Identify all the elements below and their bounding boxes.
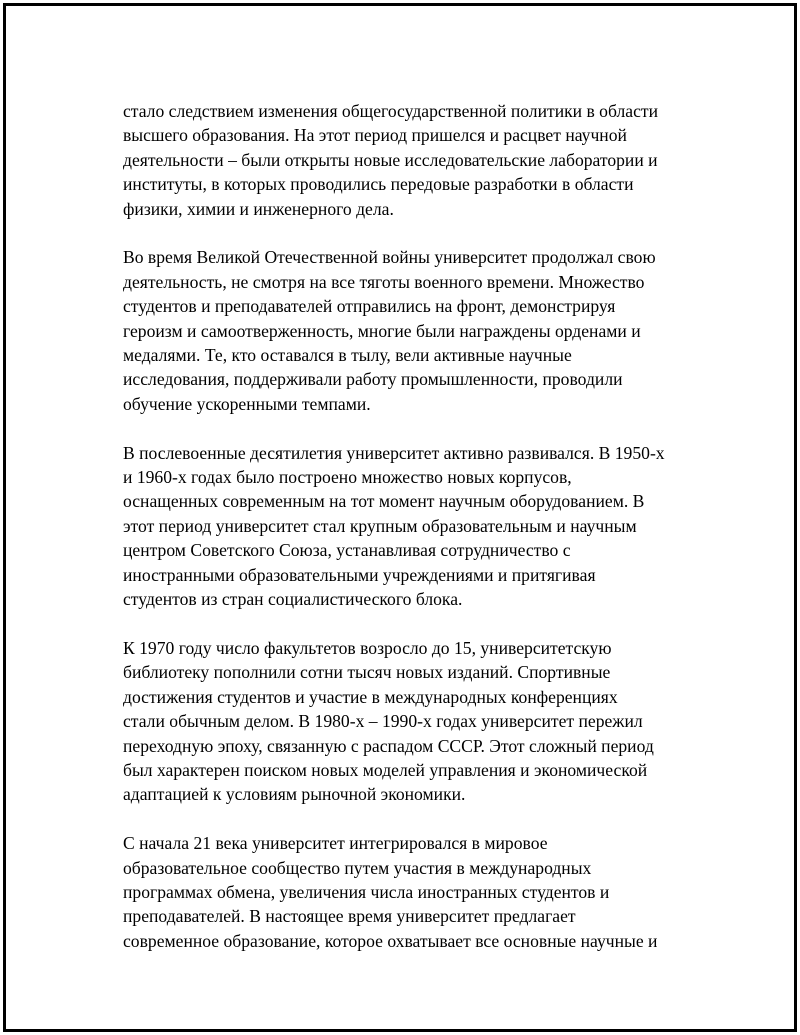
- text-line: современное образование, которое охватывает все основные научные и: [123, 930, 658, 951]
- text-line: образовательное сообщество путем участия в международных: [123, 857, 592, 878]
- paragraph-4: [123, 636, 703, 807]
- text-line: медалями. Те, кто оставался в тылу, вели активные научные: [123, 345, 572, 366]
- paragraph-2: [123, 245, 703, 416]
- paragraph-5: [123, 831, 703, 953]
- text-line: и 1960-х годах было построено множество новых корпусов,: [123, 467, 572, 488]
- text-line: студентов и преподавателей отправились на фронт, демонстрируя: [123, 296, 616, 317]
- text-line: достижения студентов и участие в международных конференциях: [123, 686, 618, 707]
- paragraph-1: [123, 99, 703, 221]
- text-line: студентов из стран социалистического блока.: [123, 589, 463, 610]
- text-line: деятельности – были открыты новые исследовательские лаборатории и: [123, 149, 658, 170]
- text-line: физики, химии и инженерного дела.: [123, 198, 394, 219]
- text-line: адаптацией к условиям рыночной экономики.: [123, 784, 466, 805]
- text-line: высшего образования. На этот период пришелся и расцвет научной: [123, 125, 627, 146]
- text-line: преподавателей. В настоящее время университет предлагает: [123, 906, 576, 927]
- text-line: институты, в которых проводились передовые разработки в области: [123, 174, 634, 195]
- page-border: [3, 3, 797, 1032]
- text-line: был характерен поиском новых моделей управления и экономической: [123, 759, 648, 780]
- document-body: [123, 99, 703, 978]
- text-line: Во время Великой Отечественной войны университет продолжал свою: [123, 247, 656, 268]
- text-line: этот период университет стал крупным образовательным и научным: [123, 515, 637, 536]
- text-line: В послевоенные десятилетия университет активно развивался. В 1950-х: [123, 442, 665, 463]
- text-line: оснащенных современным на тот момент научным оборудованием. В: [123, 491, 645, 512]
- text-line: стали обычным делом. В 1980-х – 1990-х годах университет пережил: [123, 711, 643, 732]
- text-line: центром Советского Союза, устанавливая сотрудничество с: [123, 540, 571, 561]
- text-line: переходную эпоху, связанную с распадом СССР. Этот сложный период: [123, 735, 654, 756]
- text-line: обучение ускоренными темпами.: [123, 393, 371, 414]
- text-line: исследования, поддерживали работу промышленности, проводили: [123, 369, 623, 390]
- text-line: деятельность, не смотря на все тяготы военного времени. Множество: [123, 271, 645, 292]
- text-line: С начала 21 века университет интегрировался в мировое: [123, 833, 548, 854]
- text-line: программах обмена, увеличения числа иностранных студентов и: [123, 881, 610, 902]
- text-line: стало следствием изменения общегосударственной политики в области: [123, 101, 658, 121]
- paragraph-3: [123, 441, 703, 612]
- text-line: героизм и самоотверженность, многие были награждены орденами и: [123, 320, 641, 341]
- text-line: иностранными образовательными учреждениями и притягивая: [123, 564, 596, 585]
- text-line: библиотеку пополнили сотни тысяч новых изданий. Спортивные: [123, 662, 611, 683]
- text-line: К 1970 году число факультетов возросло до 15, университетскую: [123, 637, 612, 658]
